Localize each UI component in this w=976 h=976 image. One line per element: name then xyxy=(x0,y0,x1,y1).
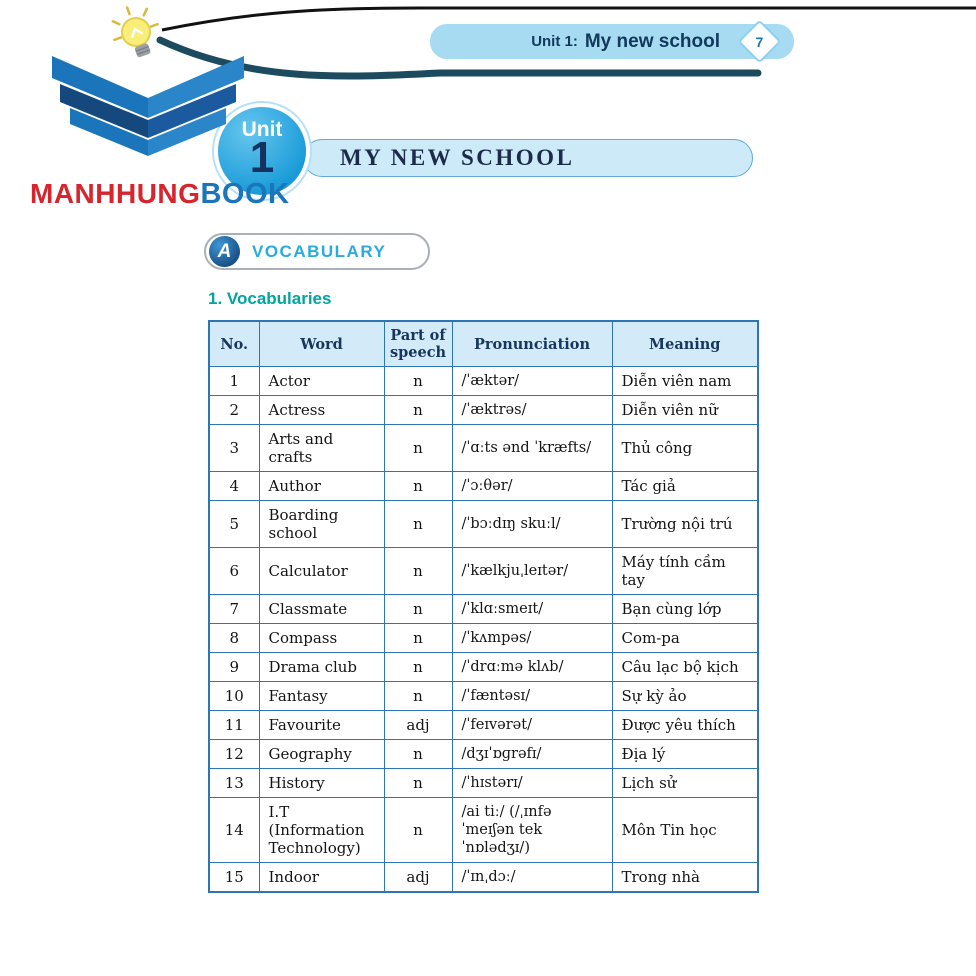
cell-meaning: Được yêu thích xyxy=(612,711,758,740)
cell-part-of-speech: n xyxy=(384,624,452,653)
table-row xyxy=(209,769,758,798)
cell-meaning: Diễn viên nữ xyxy=(612,396,758,425)
cell-word: Boarding school xyxy=(259,501,384,548)
cell-part-of-speech: n xyxy=(384,769,452,798)
section-vocabulary-badge xyxy=(204,233,430,270)
table-row xyxy=(209,711,758,740)
cell-no: 15 xyxy=(209,863,259,893)
cell-pronunciation: /ˈdrɑːmə klʌb/ xyxy=(452,653,612,682)
cell-part-of-speech: adj xyxy=(384,711,452,740)
unit-badge-label: Unit xyxy=(241,118,283,141)
cell-no: 8 xyxy=(209,624,259,653)
brand-name-part1: MANHHUNG xyxy=(30,178,201,209)
table-row xyxy=(209,798,758,863)
table-row xyxy=(209,396,758,425)
cell-word: Favourite xyxy=(259,711,384,740)
cell-pronunciation: /ˈkʌmpəs/ xyxy=(452,624,612,653)
table-row xyxy=(209,472,758,501)
cell-part-of-speech: n xyxy=(384,653,452,682)
vocab-table-body xyxy=(209,367,758,893)
unit-title-banner xyxy=(303,139,753,177)
cell-pronunciation: /ˈfæntəsɪ/ xyxy=(452,682,612,711)
header-word: Word xyxy=(259,321,384,367)
table-row xyxy=(209,653,758,682)
cell-word: Calculator xyxy=(259,548,384,595)
cell-no: 9 xyxy=(209,653,259,682)
cell-part-of-speech: n xyxy=(384,367,452,396)
cell-meaning: Câu lạc bộ kịch xyxy=(612,653,758,682)
header-unit-label: Unit 1: xyxy=(531,33,578,50)
cell-word: History xyxy=(259,769,384,798)
cell-word: Compass xyxy=(259,624,384,653)
header-part-of-speech: Part of speech xyxy=(384,321,452,367)
cell-no: 12 xyxy=(209,740,259,769)
cell-meaning: Sự kỳ ảo xyxy=(612,682,758,711)
cell-pronunciation: /ai tiː/ (/ˌɪnfəˈmeɪʃən tekˈnɒlədʒɪ/) xyxy=(452,798,612,863)
unit-title-text: MY NEW SCHOOL xyxy=(340,145,575,170)
cell-no: 11 xyxy=(209,711,259,740)
cell-no: 5 xyxy=(209,501,259,548)
cell-word: Author xyxy=(259,472,384,501)
cell-no: 10 xyxy=(209,682,259,711)
cell-part-of-speech: n xyxy=(384,682,452,711)
table-row xyxy=(209,548,758,595)
cell-word: Geography xyxy=(259,740,384,769)
cell-no: 6 xyxy=(209,548,259,595)
cell-meaning: Com-pa xyxy=(612,624,758,653)
cell-part-of-speech: n xyxy=(384,798,452,863)
cell-meaning: Máy tính cầm tay xyxy=(612,548,758,595)
subsection-title: 1. Vocabularies xyxy=(208,289,332,308)
vocab-table-head xyxy=(209,321,758,367)
cell-part-of-speech: n xyxy=(384,548,452,595)
cell-word: I.T (Information Technology) xyxy=(259,798,384,863)
cell-part-of-speech: n xyxy=(384,501,452,548)
open-book-icon xyxy=(42,50,254,176)
cell-pronunciation: /ˈæktrəs/ xyxy=(452,396,612,425)
cell-pronunciation: /ˈɑːts ənd ˈkræfts/ xyxy=(452,425,612,472)
table-row xyxy=(209,367,758,396)
table-row xyxy=(209,624,758,653)
brand-name-part2: BOOK xyxy=(200,178,290,210)
cell-meaning: Thủ công xyxy=(612,425,758,472)
header-no: No. xyxy=(209,321,259,367)
cell-word: Fantasy xyxy=(259,682,384,711)
cell-pronunciation: /ˈɔːθər/ xyxy=(452,472,612,501)
cell-pronunciation: /ˈɪnˌdɔː/ xyxy=(452,863,612,893)
cell-meaning: Diễn viên nam xyxy=(612,367,758,396)
header-pronunciation: Pronunciation xyxy=(452,321,612,367)
unit-badge-number: 1 xyxy=(249,133,275,182)
cell-no: 13 xyxy=(209,769,259,798)
table-row xyxy=(209,425,758,472)
cell-pronunciation: /ˈfeɪvərət/ xyxy=(452,711,612,740)
cell-meaning: Địa lý xyxy=(612,740,758,769)
cell-meaning: Lịch sử xyxy=(612,769,758,798)
cell-word: Drama club xyxy=(259,653,384,682)
cell-part-of-speech: n xyxy=(384,595,452,624)
cell-no: 3 xyxy=(209,425,259,472)
header-unit-title: My new school xyxy=(584,30,720,52)
brand-logo xyxy=(30,50,300,211)
brand-name xyxy=(30,178,300,211)
cell-pronunciation: /ˈbɔːdɪŋ skuːl/ xyxy=(452,501,612,548)
cell-pronunciation: /ˈhɪstərɪ/ xyxy=(452,769,612,798)
cell-part-of-speech: n xyxy=(384,425,452,472)
cell-part-of-speech: adj xyxy=(384,863,452,893)
cell-meaning: Trường nội trú xyxy=(612,501,758,548)
section-letter-badge: A xyxy=(209,236,240,267)
cell-part-of-speech: n xyxy=(384,740,452,769)
vocabulary-table xyxy=(208,320,759,893)
cell-no: 4 xyxy=(209,472,259,501)
table-row xyxy=(209,501,758,548)
cell-part-of-speech: n xyxy=(384,472,452,501)
section-label: VOCABULARY xyxy=(252,241,387,261)
cell-pronunciation: /ˈæktər/ xyxy=(452,367,612,396)
cell-meaning: Trong nhà xyxy=(612,863,758,893)
cell-part-of-speech: n xyxy=(384,396,452,425)
header-meaning: Meaning xyxy=(612,321,758,367)
cell-pronunciation: /dʒɪˈɒɡrəfɪ/ xyxy=(452,740,612,769)
cell-pronunciation: /ˈkælkjuˌleɪtər/ xyxy=(452,548,612,595)
cell-word: Actress xyxy=(259,396,384,425)
cell-word: Indoor xyxy=(259,863,384,893)
page-number: 7 xyxy=(755,33,764,50)
cell-no: 7 xyxy=(209,595,259,624)
table-row xyxy=(209,740,758,769)
cell-no: 1 xyxy=(209,367,259,396)
cell-meaning: Tác giả xyxy=(612,472,758,501)
cell-word: Classmate xyxy=(259,595,384,624)
cell-meaning: Môn Tin học xyxy=(612,798,758,863)
table-header-row xyxy=(209,321,758,367)
cell-word: Arts and crafts xyxy=(259,425,384,472)
table-row xyxy=(209,682,758,711)
cell-pronunciation: /ˈklɑːsmeɪt/ xyxy=(452,595,612,624)
cell-no: 14 xyxy=(209,798,259,863)
table-row xyxy=(209,863,758,893)
cell-no: 2 xyxy=(209,396,259,425)
cell-word: Actor xyxy=(259,367,384,396)
cell-meaning: Bạn cùng lớp xyxy=(612,595,758,624)
table-row xyxy=(209,595,758,624)
